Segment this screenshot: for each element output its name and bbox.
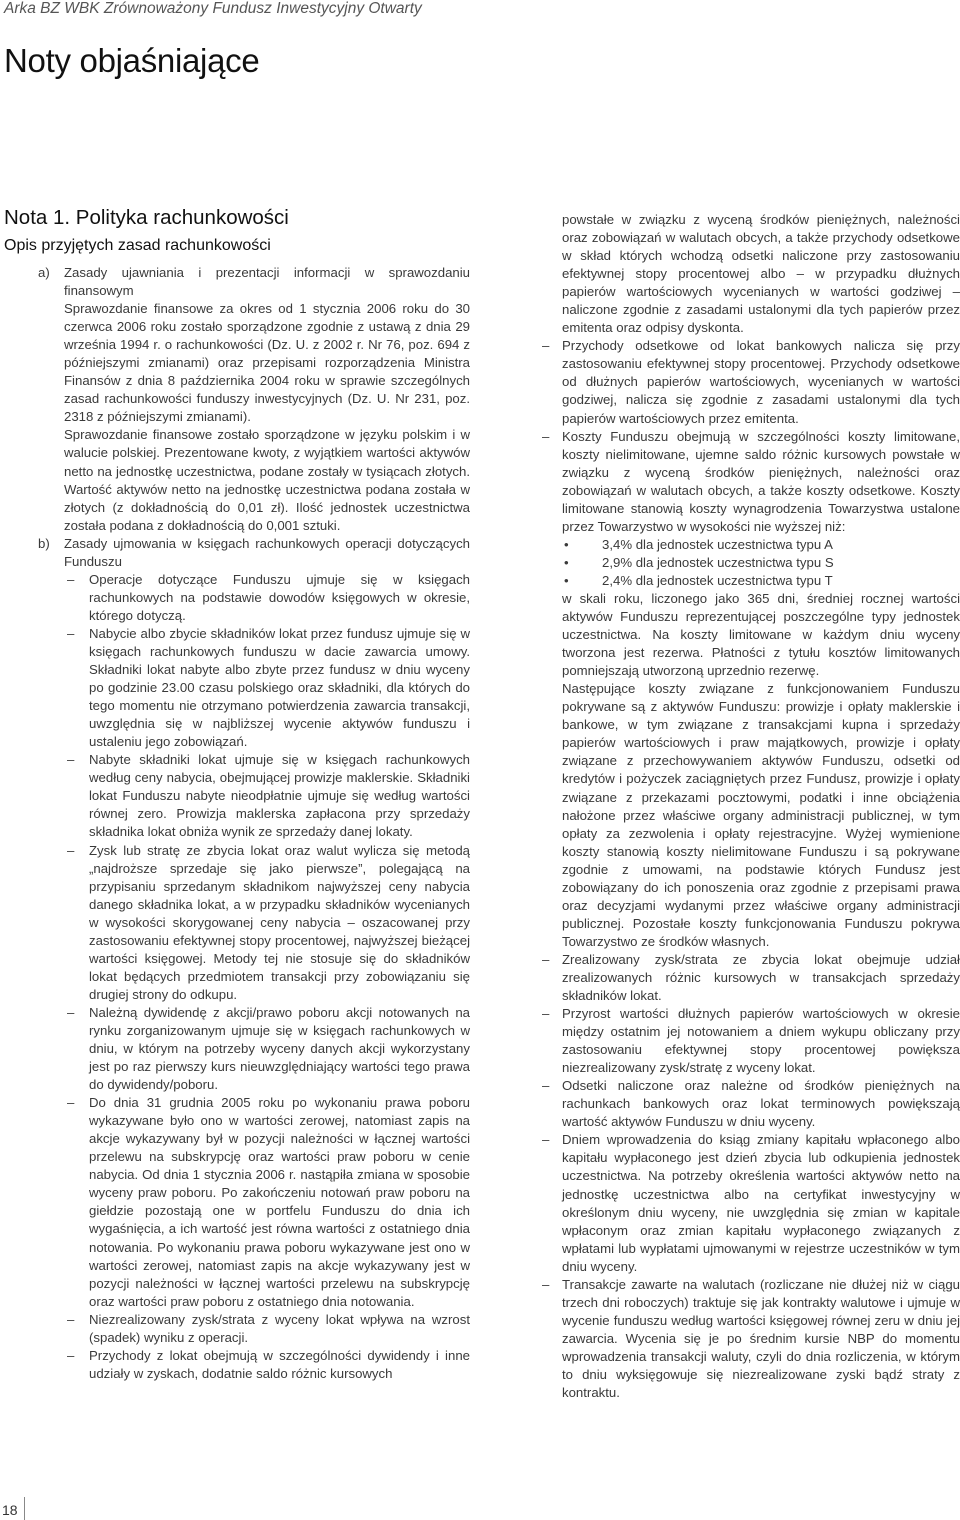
list-item-text: Przyrost wartości dłużnych papierów wartościowych w okresie między ostatnim jej notowaniem a dniem wykupu obliczany przy zastosowaniu efektywnej stopy procentowej powiększa niezrealizowany zysk/stratę z wyceny lokat. (562, 1006, 960, 1076)
costs-item (542, 428, 960, 951)
costs-paragraph-2: Następujące koszty związane z funkcjonowaniem Funduszu pokrywane są z aktywów Funduszu: prowizje i opłaty maklerskie i bankowe, w tym związane z transakcjami kupna i sprzedaży papierów wartościowych i praw majątkowych, prowizje i opłaty związane z przechowywaniem aktywów Funduszu, odsetki od kredytów i pożyczek zaciągniętych przez Fundusz, prowizje i opłaty związane z przekazami pocztowymi, podatki i inne obciążenia nałożone przez właściwe organy administracji publicznej, w tym opłaty za zezwolenia i opłaty rejestracyjne. Wyżej wymienione koszty stanowią koszty nielimitowane Funduszu i są pokrywane zgodnie z umowami, na podstawie których Fundusz jest zobowiązany do ich ponoszenia oraz zgodnie z przepisami prawa oraz decyzjami wydanymi przez właściwe organy administracji publicznej. Pozostałe koszty funkcjonowania Funduszu pokrywa Towarzystwo ze środków własnych. (562, 681, 960, 949)
dash-marker: – (542, 338, 550, 354)
right-column (542, 211, 960, 1402)
list-item-text: Operacje dotyczące Funduszu ujmuje się w księgach rachunkowych na podstawie dowodów księgowych w okresie, którego dotyczą. (89, 571, 470, 623)
list-item-text: Transakcje zawarte na walutach (rozliczane nie dłużej niż w ciągu trzech dni roboczych) traktuje się jak kontrakty walutowe i ujmuje w wycenie funduszu według wartości księgowej równej zeru w dniu jej zawarcia. Wycenia się je po średnim kursie NBP do momentu wprowadzenia transakcji waluty, czyli do dnia rozliczenia, w którym to dniu wyksięgowuje się niezrealizowane zyski bądź straty z kontraktu. (562, 1276, 960, 1401)
list-item (542, 337, 960, 427)
section-a-label: a) (38, 265, 50, 280)
dash-marker: – (67, 752, 75, 768)
dash-marker: – (542, 1078, 550, 1094)
list-item-text: Dniem wprowadzenia do ksiąg zmiany kapitału wpłaconego albo kapitału wypłaconego jest dzień zbycia lub odkupienia jednostek uczestnictwa. Na potrzeby określenia wartości aktywów netto na jednostkę uczestnictwa albo na certyfikat inwestycyjny w określonym dniu wyceny, nie uwzględnia się zmian w kapitale wpłaconym oraz zmian kapitału wypłaconego związanych z wpłatami lub wypłatami ujmowanymi w rejestrze uczestników w tym dniu wyceny. (562, 1132, 960, 1274)
bullet-marker: • (564, 536, 569, 552)
list-item-text: Zrealizowany zysk/strata ze zbycia lokat obejmuje udział zrealizowanych różnic kursowych w transakcjach sprzedaży składników lokat. (562, 951, 960, 1004)
list-item (64, 842, 470, 1004)
note-subheading: Opis przyjętych zasad rachunkowości (4, 237, 271, 254)
bullet-text: 2,9% dla jednostek uczestnictwa typu S (602, 554, 834, 570)
list-item (64, 1311, 470, 1347)
dash-marker: – (67, 1311, 75, 1327)
section-a-title: Zasady ujawniania i prezentacji informacji w sprawozdaniu finansowym (64, 265, 470, 299)
list-item-text: Do dnia 31 grudnia 2005 roku po wykonaniu prawa poboru wykazywane było ono w wartości zerowej, natomiast zapis na akcje wykazywany był w pozycji należności w łącznej wartości przelewu na subskrypcję oraz wartości praw poboru w cenie nabycia. Od dnia 1 stycznia 2006 r. nastąpiła zmiana w sposobie wyceny praw poboru. Po zakończeniu notowań praw poboru na giełdzie pozostają one w portfelu Funduszu do dnia ich wygaśnięcia, a ich wartość jest równa wartości z ostatniego dnia notowania. Po wykonaniu prawa poboru wykazywane jest ono w wartości zerowej, natomiast zapis na akcje wykazywany jest w pozycji należności w łącznej wartości przelewu na subskrypcję oraz wartości praw poboru z ostatniego dnia notowania. (89, 1095, 470, 1309)
bullet-item (562, 536, 960, 554)
list-item (64, 1004, 470, 1094)
list-item-text: Przychody odsetkowe od lokat bankowych nalicza się przy zastosowaniu efektywnej stopy procentowej. Przychody odsetkowe od dłużnych papierów wartościowych, wycenianych w wartości godziwej, nalicza się zgodnie z zasadami ustalonymi dla tych papierów wartościowych przez emitenta. (562, 338, 960, 426)
list-item-text: Zysk lub stratę ze zbycia lokat oraz walut wylicza się metodą „najdroższe sprzedaje się jako pierwsze”, polegającą na przypisaniu sprzedanym składnikom najwyższej ceny nabycia danego składnika lokat, a w przypadku składników wycenianych w wysokości skorygowanej ceny nabycia – oszacowanej przy zastosowaniu efektywnej stopy procentowej, najwyższej bieżącej wartości księgowej. Metody tej nie stosuje się do składników lokat będących przedmiotem transakcji przy zobowiązaniu się drugiej strony do odkupu. (89, 842, 470, 1002)
bullet-item (562, 554, 960, 572)
left-column (4, 206, 470, 1383)
section-b-label: b) (38, 535, 50, 551)
list-item (64, 1094, 470, 1311)
bullet-text: 2,4% dla jednostek uczestnictwa typu T (602, 572, 833, 588)
list-item (64, 625, 470, 751)
list-item (542, 951, 960, 1005)
bullet-marker: • (564, 572, 569, 588)
page-number: 18 (2, 1502, 18, 1518)
bullet-item (562, 572, 960, 590)
list-item (64, 571, 470, 625)
list-item (542, 1077, 960, 1131)
dash-marker: – (542, 428, 550, 444)
dash-marker: – (67, 1095, 75, 1111)
costs-paragraph-1: w skali roku, liczonego jako 365 dni, średniej rocznej wartości aktywów Funduszu reprezentującej poszczególne typy jednostek uczestnictwa. Na koszty limitowane w każdym dniu wyceny tworzona jest rezerwa. Płatności z tytułu kosztów limitowanych pomniejszają utworzoną uprzednio rezerwę. (562, 590, 960, 679)
section-b-title: Zasady ujmowania w księgach rachunkowych operacji dotyczących Funduszu (64, 535, 470, 569)
costs-intro: Koszty Funduszu obejmują w szczególności koszty limitowane, koszty nielimitowane, ujemne saldo różnic kursowych powstałe w związku z wyceną środków pieniężnych, należności oraz zobowiązań w walutach obcych, a także koszty odsetkowe. Koszty limitowane stanowią koszty wynagrodzenia Towarzystwa ustalone przez Towarzystwo w wysokości nie wyższej niż: (562, 428, 960, 534)
section-a (4, 264, 470, 535)
list-item-text: Odsetki naliczone oraz należne od środków pieniężnych na rachunkach bankowych oraz lokat terminowych powiększają wartość aktywów Funduszu w dniu wyceny. (562, 1078, 960, 1130)
dash-marker: – (542, 1132, 550, 1148)
list-item-text: Niezrealizowany zysk/strata z wyceny lokat wpływa na wzrost (spadek) wyniku z operacji. (89, 1311, 470, 1345)
list-item (542, 1005, 960, 1077)
dash-marker: – (542, 1276, 550, 1292)
list-item-text: Przychody z lokat obejmują w szczególności dywidendy i inne udziały w zyskach, dodatnie saldo różnic kursowych (89, 1347, 470, 1381)
bullet-marker: • (564, 554, 569, 570)
dash-marker: – (67, 571, 75, 587)
list-item (64, 751, 470, 841)
dash-marker: – (67, 842, 75, 858)
dash-marker: – (67, 625, 75, 641)
bullet-text: 3,4% dla jednostek uczestnictwa typu A (602, 536, 833, 552)
section-b (4, 535, 470, 571)
dash-marker: – (67, 1347, 75, 1363)
list-item (542, 1131, 960, 1275)
footer-divider (24, 1497, 25, 1520)
list-item (64, 1347, 470, 1383)
dash-marker: – (542, 1006, 550, 1022)
list-item (542, 1276, 960, 1402)
section-a-paragraph-2: Sprawozdanie finansowe zostało sporządzone w języku polskim i w walucie polskiej. Prezentowane kwoty, z wyjątkiem wartości aktywów netto na jednostkę uczestnictwa, podane zostały w tysiącach złotych. Wartość aktywów netto na jednostkę uczestnictwa podana została w złotych (z dokładnością do 0,01 zł). Ilość jednostek uczestnictwa została podana z dokładnością do 0,001 sztuki. (64, 427, 470, 533)
list-item-text: Nabyte składniki lokat ujmuje się w księgach rachunkowych według ceny nabycia, obejmującej prowizje maklerskie. Składniki lokat Funduszu nabyte nieodpłatnie ujmuje się według wartości równej zero. Prowizja maklerska zapłacona przy sprzedaży składnika lokat obniża wynik ze sprzedaży danej lokaty. (89, 752, 470, 840)
list-item-text: Należną dywidendę z akcji/prawo poboru akcji notowanych na rynku zorganizowanym ujmuje się w księgach rachunkowych w dniu, w którym na potrzeby wyceny danych akcji wykorzystany jest po raz pierwszy kurs nieuwzględniający wartości tego prawa do dywidendy/poboru. (89, 1004, 470, 1093)
dash-marker: – (67, 1004, 75, 1020)
section-a-paragraph-1: Sprawozdanie finansowe za okres od 1 stycznia 2006 roku do 30 czerwca 2006 roku zostało sporządzone zgodnie z ustawą z dnia 29 września 1994 r. o rachunkowości (Dz. U. z 2002 r. Nr 76, poz. 694 z późniejszymi zmianami) oraz przepisami rozporządzenia Ministra Finansów z dnia 8 października 2004 roku w sprawie szczególnych zasad rachunkowości funduszy inwestycyjnych (Dz. U. Nr 231, poz. 2318 z późniejszymi zmianami). (64, 301, 470, 425)
note-heading: Nota 1. Polityka rachunkowości (4, 206, 289, 229)
fund-name-header: Arka BZ WBK Zrównoważony Fundusz Inwestycyjny Otwarty (4, 0, 422, 17)
continuation-paragraph: powstałe w związku z wyceną środków pieniężnych, należności oraz zobowiązań w walutach obcych, a także przychody odsetkowe w skład których wchodzą odsetki naliczone przy zastosowaniu efektywnej stopy procentowej albo – w przypadku dłużnych papierów wartościowych wycenianych w wartości godziwej – naliczone zgodnie z zasadami ustalonymi dla tych papierów przez emitenta oraz odpisy dyskonta. (562, 212, 960, 336)
list-item-text: Nabycie albo zbycie składników lokat przez fundusz ujmuje się w księgach rachunkowych funduszu w dacie zawarcia umowy. Składniki lokat nabyte albo zbyte przez fundusz w dniu wyceny po godzinie 23.00 czasu polskiego oraz składniki, dla których do tego momentu nie otrzymano potwierdzenia zawarcia transakcji, uwzględnia się w najbliższej wycenie aktywów funduszu i ustaleniu jego zobowiązań. (89, 625, 470, 750)
dash-marker: – (542, 951, 550, 967)
page-title: Noty objaśniające (4, 42, 260, 79)
